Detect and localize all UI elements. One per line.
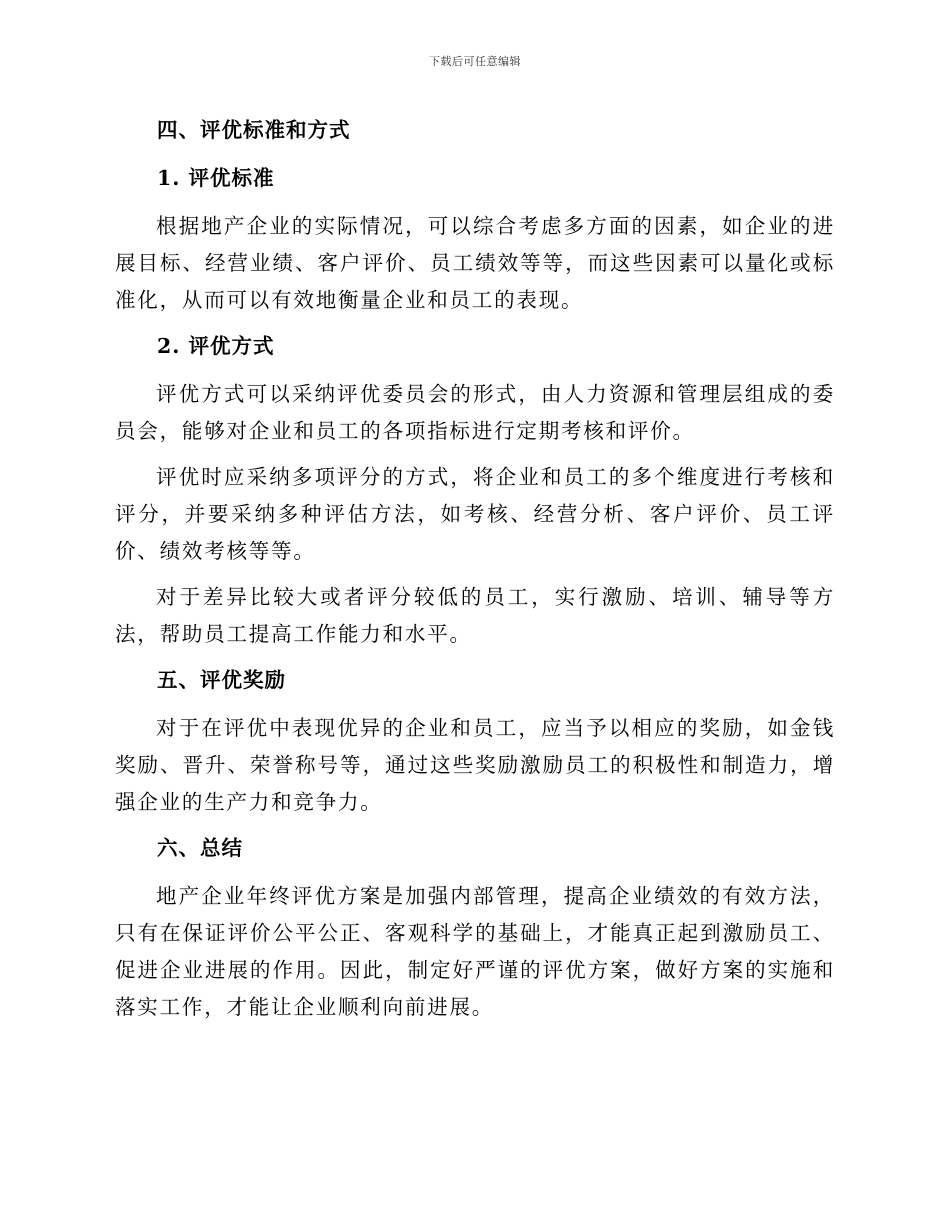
paragraph-methods-committee: 评优方式可以采纳评优委员会的形式，由人力资源和管理层组成的委员会，能够对企业和员工的各项指标进行定期考核和评价。 xyxy=(115,382,835,443)
paragraph-methods-improvement: 对于差异比较大或者评分较低的员工，实行激励、培训、辅导等方法，帮助员工提高工作能力和水平。 xyxy=(115,585,835,646)
page-header: 下载后可任意编辑 xyxy=(429,55,521,68)
subsection-heading-methods: 2. 评优方式 xyxy=(157,334,275,358)
section-heading-evaluation-criteria-and-methods: 四、评优标准和方式 xyxy=(157,118,351,142)
paragraph-summary: 地产企业年终评优方案是加强内部管理，提高企业绩效的有效方法，只有在保证评价公平公正、客观科学的基础上，才能真正起到激励员工、促进企业进展的作用。因此，制定好严谨的评优方案，做好方案的实施和落实工作，才能让企业顺利向前进展。 xyxy=(115,884,835,1019)
section-heading-summary: 六、总结 xyxy=(157,836,243,860)
section-heading-rewards: 五、评优奖励 xyxy=(157,668,286,692)
paragraph-methods-scoring: 评优时应采纳多项评分的方式，将企业和员工的多个维度进行考核和评分，并要采纳多种评估方法，如考核、经营分析、客户评价、员工评价、绩效考核等等。 xyxy=(115,465,835,563)
paragraph-rewards: 对于在评优中表现优异的企业和员工，应当予以相应的奖励，如金钱奖励、晋升、荣誉称号等，通过这些奖励激励员工的积极性和制造力，增强企业的生产力和竞争力。 xyxy=(115,716,835,814)
paragraph-criteria: 根据地产企业的实际情况，可以综合考虑多方面的因素，如企业的进展目标、经营业绩、客户评价、员工绩效等等，而这些因素可以量化或标准化，从而可以有效地衡量企业和员工的表现。 xyxy=(115,214,835,312)
document-body xyxy=(115,112,835,1035)
subsection-heading-criteria: 1. 评优标准 xyxy=(157,166,275,190)
